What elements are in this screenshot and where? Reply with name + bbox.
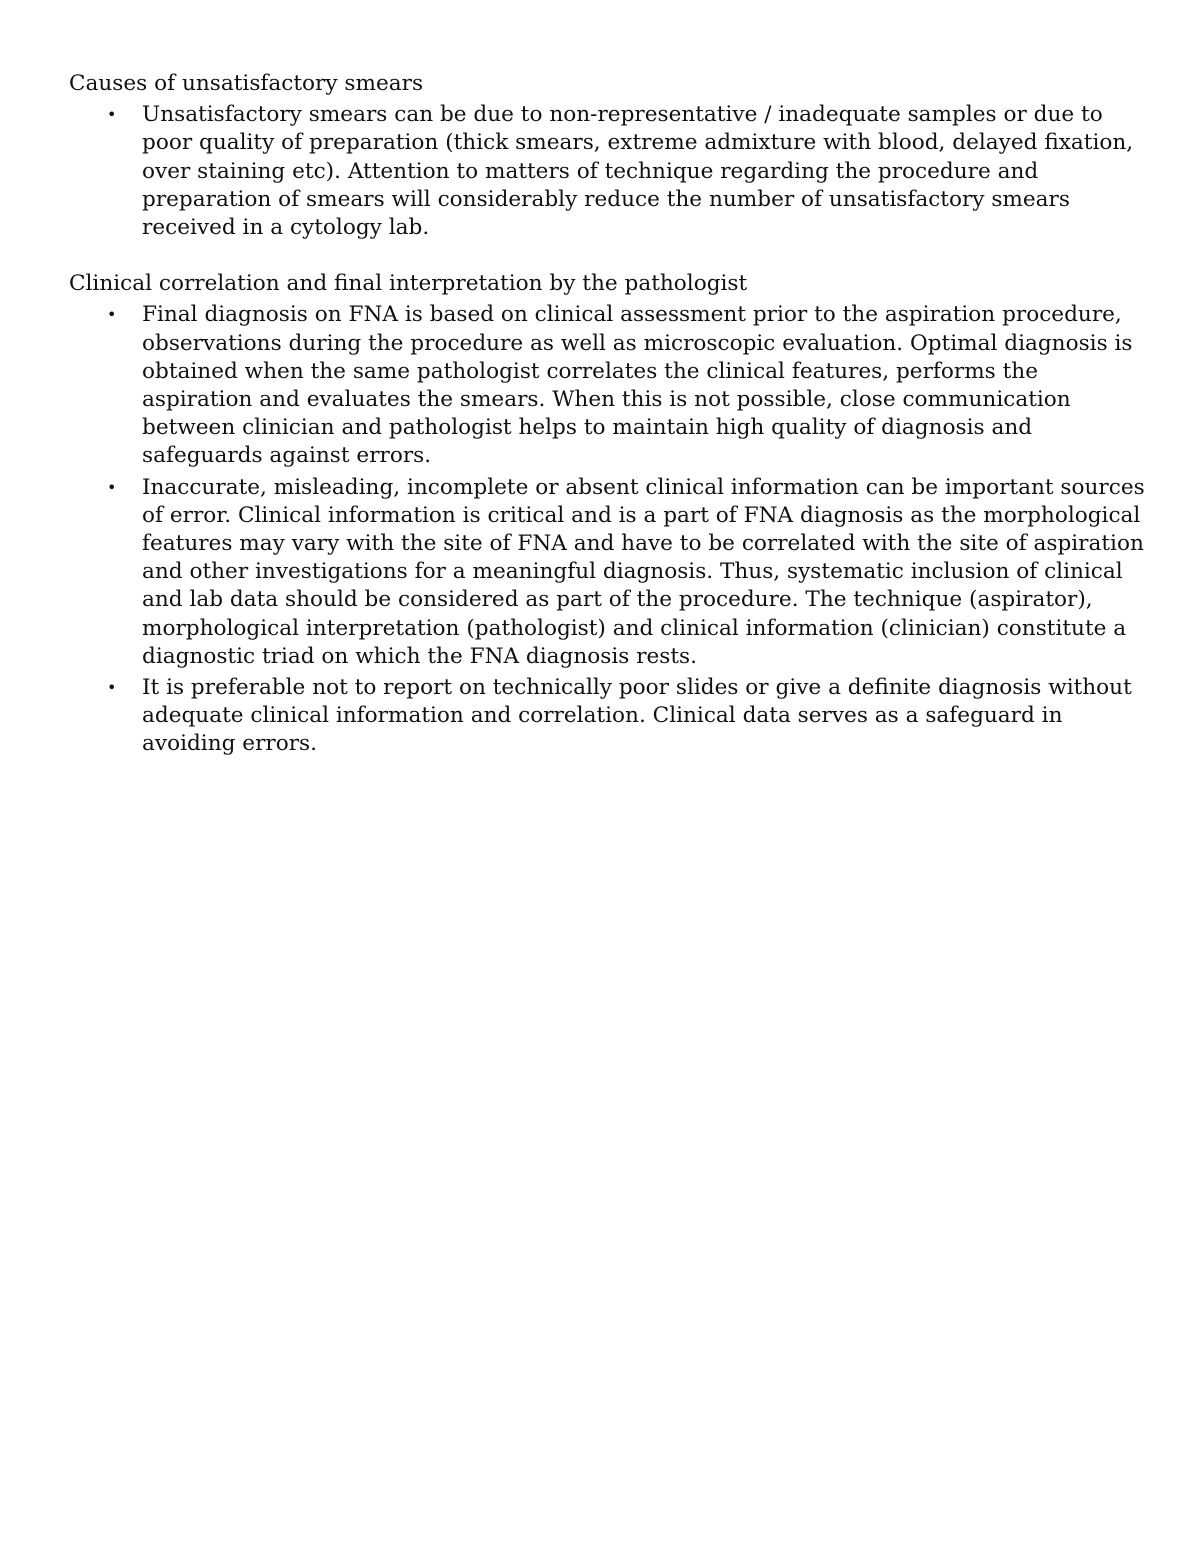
bullet-item	[69, 101, 1149, 242]
bullet-icon: •	[107, 305, 117, 325]
bullet-item	[69, 301, 1149, 470]
section-unsatisfactory-smears	[69, 70, 1149, 242]
bullet-text: Unsatisfactory smears can be due to non-representative / inadequate samples or due to poor quality of preparation (thick smears, extreme admixture with blood, delayed fixation, over staining etc). Attention to matters of technique regarding the procedure and preparation of smears will considerably reduce the number of unsatisfactory smears received in a cytology lab.	[142, 102, 1134, 241]
section-heading: Causes of unsatisfactory smears	[69, 71, 424, 96]
section-heading: Clinical correlation and final interpretation by the pathologist	[69, 271, 748, 297]
bullet-icon: •	[107, 678, 117, 698]
bullet-list	[69, 301, 1149, 758]
section-clinical-correlation	[69, 270, 1149, 758]
bullet-icon: •	[107, 105, 117, 125]
bullet-icon: •	[107, 477, 117, 497]
document-page	[69, 70, 1149, 762]
bullet-text: It is preferable not to report on technically poor slides or give a definite diagnosis without adequate clinical information and correlation. Clinical data serves as a safeguard in avoiding errors.	[142, 675, 1132, 757]
bullet-item	[69, 474, 1149, 671]
bullet-item	[69, 674, 1149, 759]
bullet-text: Inaccurate, misleading, incomplete or absent clinical information can be important sources of error. Clinical information is critical and is a part of FNA diagnosis as the morphological features may vary with the site of FNA and have to be correlated with the site of aspiration and other investigations for a meaningful diagnosis. Thus, systematic inclusion of clinical and lab data should be considered as part of the procedure. The technique (aspirator), morphological interpretation (pathologist) and clinical information (clinician) constitute a diagnostic triad on which the FNA diagnosis rests.	[142, 474, 1145, 669]
bullet-text: Final diagnosis on FNA is based on clinical assessment prior to the aspiration procedure, observations during the procedure as well as microscopic evaluation. Optimal diagnosis is obtained when the same pathologist correlates the clinical features, performs the aspiration and evaluates the smears. When this is not possible, close communication between clinician and pathologist helps to maintain high quality of diagnosis and safeguards against errors.	[142, 302, 1133, 469]
bullet-list	[69, 101, 1149, 242]
